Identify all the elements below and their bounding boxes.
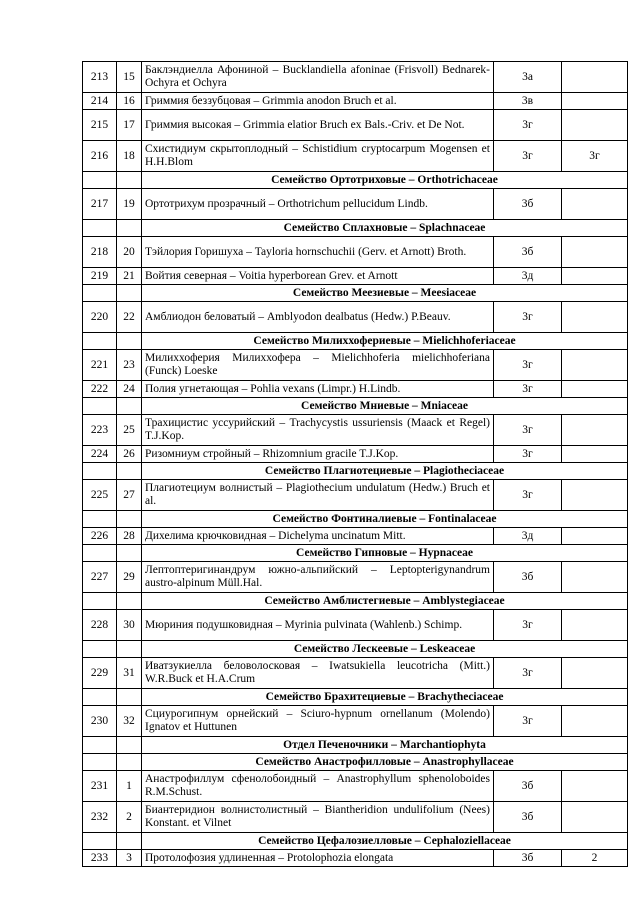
family-header-row	[83, 641, 628, 658]
row-number: 219	[83, 268, 117, 285]
row-number: 213	[83, 62, 117, 93]
species-row	[83, 658, 628, 689]
species-name: Мюриния подушковидная – Myrinia pulvinata (Wahlenb.) Schimp.	[142, 610, 494, 641]
row-number: 226	[83, 528, 117, 545]
additional-category	[562, 802, 628, 833]
family-title: Отдел Печеночники – Marchantiophyta	[142, 737, 628, 754]
row-number: 221	[83, 350, 117, 381]
family-title: Семейство Гипновые – Hypnaceae	[142, 545, 628, 562]
family-title: Семейство Анастрофилловые – Anastrophyllaceae	[142, 754, 628, 771]
row-number: 230	[83, 706, 117, 737]
additional-category	[562, 562, 628, 593]
species-row	[83, 610, 628, 641]
family-header-row	[83, 333, 628, 350]
status-category: 3г	[494, 415, 562, 446]
family-header-row	[83, 593, 628, 610]
additional-category: 2	[562, 850, 628, 867]
table-body	[83, 62, 628, 867]
subgroup-number: 1	[117, 771, 142, 802]
empty-cell	[117, 220, 142, 237]
status-category: 3г	[494, 350, 562, 381]
family-header-row	[83, 172, 628, 189]
additional-category	[562, 302, 628, 333]
additional-category	[562, 268, 628, 285]
status-category: 3д	[494, 528, 562, 545]
subgroup-number: 21	[117, 268, 142, 285]
status-category: 3в	[494, 93, 562, 110]
status-category: 3г	[494, 706, 562, 737]
species-name: Анастрофиллум сфенолобоидный – Anastrophyllum sphenoloboides R.M.Schust.	[142, 771, 494, 802]
empty-cell	[117, 398, 142, 415]
status-category: 3б	[494, 802, 562, 833]
family-title: Семейство Брахитециевые – Brachytheciaceae	[142, 689, 628, 706]
status-category: 3а	[494, 62, 562, 93]
family-header-row	[83, 833, 628, 850]
empty-cell	[83, 593, 117, 610]
empty-cell	[83, 398, 117, 415]
family-title: Семейство Лескеевые – Leskeaceae	[142, 641, 628, 658]
empty-cell	[117, 641, 142, 658]
species-row	[83, 528, 628, 545]
empty-cell	[117, 593, 142, 610]
empty-cell	[83, 285, 117, 302]
species-row	[83, 189, 628, 220]
row-number: 218	[83, 237, 117, 268]
additional-category	[562, 658, 628, 689]
subgroup-number: 23	[117, 350, 142, 381]
species-name: Трахицистис уссурийский – Trachycystis ussuriensis (Maack et Regel) T.J.Kop.	[142, 415, 494, 446]
species-name: Ризомниум стройный – Rhizomnium gracile T.J.Kop.	[142, 446, 494, 463]
additional-category	[562, 350, 628, 381]
additional-category	[562, 528, 628, 545]
row-number: 225	[83, 480, 117, 511]
species-row	[83, 850, 628, 867]
family-title: Семейство Амблистегиевые – Amblystegiaceae	[142, 593, 628, 610]
status-category: 3б	[494, 562, 562, 593]
subgroup-number: 25	[117, 415, 142, 446]
species-name: Войтия северная – Voitia hyperborean Grev. et Arnott	[142, 268, 494, 285]
family-title: Семейство Милиххофериевые – Mielichhoferiaceae	[142, 333, 628, 350]
row-number: 228	[83, 610, 117, 641]
empty-cell	[117, 463, 142, 480]
species-name: Протолофозия удлиненная – Protolophozia elongata	[142, 850, 494, 867]
empty-cell	[117, 511, 142, 528]
species-name: Лептоптеригинандрум южно-альпийский – Leptopterigynandrum austro-alpinum Müll.Hal.	[142, 562, 494, 593]
family-title: Семейство Цефалозиелловые – Cephaloziellaceae	[142, 833, 628, 850]
subgroup-number: 19	[117, 189, 142, 220]
species-row	[83, 415, 628, 446]
empty-cell	[83, 333, 117, 350]
species-name: Биантеридион волнистолистный – Biantheridion undulifolium (Nees) Konstant. et Vilnet	[142, 802, 494, 833]
empty-cell	[117, 754, 142, 771]
family-header-row	[83, 220, 628, 237]
row-number: 227	[83, 562, 117, 593]
species-row	[83, 706, 628, 737]
empty-cell	[83, 545, 117, 562]
species-row	[83, 480, 628, 511]
species-row	[83, 93, 628, 110]
subgroup-number: 17	[117, 110, 142, 141]
species-name: Дихелима крючковидная – Dichelyma uncinatum Mitt.	[142, 528, 494, 545]
species-row	[83, 237, 628, 268]
subgroup-number: 20	[117, 237, 142, 268]
species-name: Баклэндиелла Афониной – Bucklandiella afoninae (Frisvoll) Bednarek-Ochyra et Ochyra	[142, 62, 494, 93]
species-row	[83, 802, 628, 833]
status-category: 3б	[494, 850, 562, 867]
subgroup-number: 28	[117, 528, 142, 545]
species-row	[83, 350, 628, 381]
additional-category	[562, 480, 628, 511]
empty-cell	[83, 641, 117, 658]
species-name: Схистидиум скрытоплодный – Schistidium cryptocarpum Mogensen et H.H.Blom	[142, 141, 494, 172]
status-category: 3г	[494, 302, 562, 333]
subgroup-number: 22	[117, 302, 142, 333]
status-category: 3г	[494, 110, 562, 141]
row-number: 229	[83, 658, 117, 689]
family-header-row	[83, 285, 628, 302]
additional-category: 3г	[562, 141, 628, 172]
species-row	[83, 562, 628, 593]
species-row	[83, 381, 628, 398]
empty-cell	[83, 689, 117, 706]
status-category: 3г	[494, 480, 562, 511]
empty-cell	[83, 737, 117, 754]
row-number: 231	[83, 771, 117, 802]
species-name: Тэйлория Горишуха – Tayloria hornschuchii (Gerv. et Arnott) Broth.	[142, 237, 494, 268]
species-row	[83, 771, 628, 802]
subgroup-number: 29	[117, 562, 142, 593]
subgroup-number: 30	[117, 610, 142, 641]
status-category: 3г	[494, 446, 562, 463]
empty-cell	[83, 463, 117, 480]
species-name: Милиххоферия Милиххофера – Mielichhoferia mielichhoferiana (Funck) Loeske	[142, 350, 494, 381]
family-header-row	[83, 398, 628, 415]
empty-cell	[83, 220, 117, 237]
row-number: 217	[83, 189, 117, 220]
empty-cell	[117, 333, 142, 350]
row-number: 224	[83, 446, 117, 463]
species-name: Сциурогипнум орнейский – Sciuro-hypnum ornellanum (Molendo) Ignatov et Huttunen	[142, 706, 494, 737]
species-row	[83, 62, 628, 93]
additional-category	[562, 706, 628, 737]
family-header-row	[83, 511, 628, 528]
additional-category	[562, 771, 628, 802]
empty-cell	[117, 545, 142, 562]
species-row	[83, 302, 628, 333]
subgroup-number: 3	[117, 850, 142, 867]
subgroup-number: 31	[117, 658, 142, 689]
family-header-row	[83, 689, 628, 706]
species-row	[83, 446, 628, 463]
status-category: 3г	[494, 658, 562, 689]
status-category: 3б	[494, 237, 562, 268]
empty-cell	[117, 172, 142, 189]
species-name: Плагиотециум волнистый – Plagiothecium undulatum (Hedw.) Bruch et al.	[142, 480, 494, 511]
family-header-row	[83, 754, 628, 771]
species-name: Ортотрихум прозрачный – Orthotrichum pellucidum Lindb.	[142, 189, 494, 220]
family-header-row	[83, 737, 628, 754]
additional-category	[562, 189, 628, 220]
empty-cell	[117, 285, 142, 302]
subgroup-number: 24	[117, 381, 142, 398]
species-name: Гриммия высокая – Grimmia elatior Bruch ex Bals.-Criv. et De Not.	[142, 110, 494, 141]
species-name: Амблиодон беловатый – Amblyodon dealbatus (Hedw.) P.Beauv.	[142, 302, 494, 333]
subgroup-number: 32	[117, 706, 142, 737]
empty-cell	[83, 833, 117, 850]
status-category: 3б	[494, 189, 562, 220]
additional-category	[562, 62, 628, 93]
subgroup-number: 2	[117, 802, 142, 833]
family-title: Семейство Мниевые – Mniaceae	[142, 398, 628, 415]
family-title: Семейство Ортотриховые – Orthotrichaceae	[142, 172, 628, 189]
family-header-row	[83, 545, 628, 562]
empty-cell	[83, 511, 117, 528]
subgroup-number: 26	[117, 446, 142, 463]
additional-category	[562, 237, 628, 268]
status-category: 3г	[494, 141, 562, 172]
status-category: 3д	[494, 268, 562, 285]
subgroup-number: 18	[117, 141, 142, 172]
row-number: 223	[83, 415, 117, 446]
additional-category	[562, 93, 628, 110]
additional-category	[562, 446, 628, 463]
species-name: Полия угнетающая – Pohlia vexans (Limpr.) H.Lindb.	[142, 381, 494, 398]
empty-cell	[83, 754, 117, 771]
family-title: Семейство Фонтиналиевые – Fontinalaceae	[142, 511, 628, 528]
family-header-row	[83, 463, 628, 480]
family-title: Семейство Плагиотециевые – Plagiotheciaceae	[142, 463, 628, 480]
row-number: 216	[83, 141, 117, 172]
species-row	[83, 110, 628, 141]
status-category: 3г	[494, 610, 562, 641]
row-number: 222	[83, 381, 117, 398]
row-number: 232	[83, 802, 117, 833]
empty-cell	[117, 833, 142, 850]
empty-cell	[117, 689, 142, 706]
row-number: 220	[83, 302, 117, 333]
additional-category	[562, 110, 628, 141]
status-category: 3б	[494, 771, 562, 802]
species-table	[82, 61, 628, 867]
row-number: 215	[83, 110, 117, 141]
subgroup-number: 15	[117, 62, 142, 93]
additional-category	[562, 610, 628, 641]
row-number: 233	[83, 850, 117, 867]
species-name: Гриммия беззубцовая – Grimmia anodon Bruch et al.	[142, 93, 494, 110]
additional-category	[562, 415, 628, 446]
species-row	[83, 268, 628, 285]
status-category: 3г	[494, 381, 562, 398]
additional-category	[562, 381, 628, 398]
empty-cell	[117, 737, 142, 754]
species-name: Иватзукиелла беловолосковая – Iwatsukiella leucotricha (Mitt.) W.R.Buck et H.A.Crum	[142, 658, 494, 689]
subgroup-number: 27	[117, 480, 142, 511]
family-title: Семейство Меезиевые – Meesiaceae	[142, 285, 628, 302]
species-row	[83, 141, 628, 172]
empty-cell	[83, 172, 117, 189]
row-number: 214	[83, 93, 117, 110]
subgroup-number: 16	[117, 93, 142, 110]
family-title: Семейство Сплахновые – Splachnaceae	[142, 220, 628, 237]
